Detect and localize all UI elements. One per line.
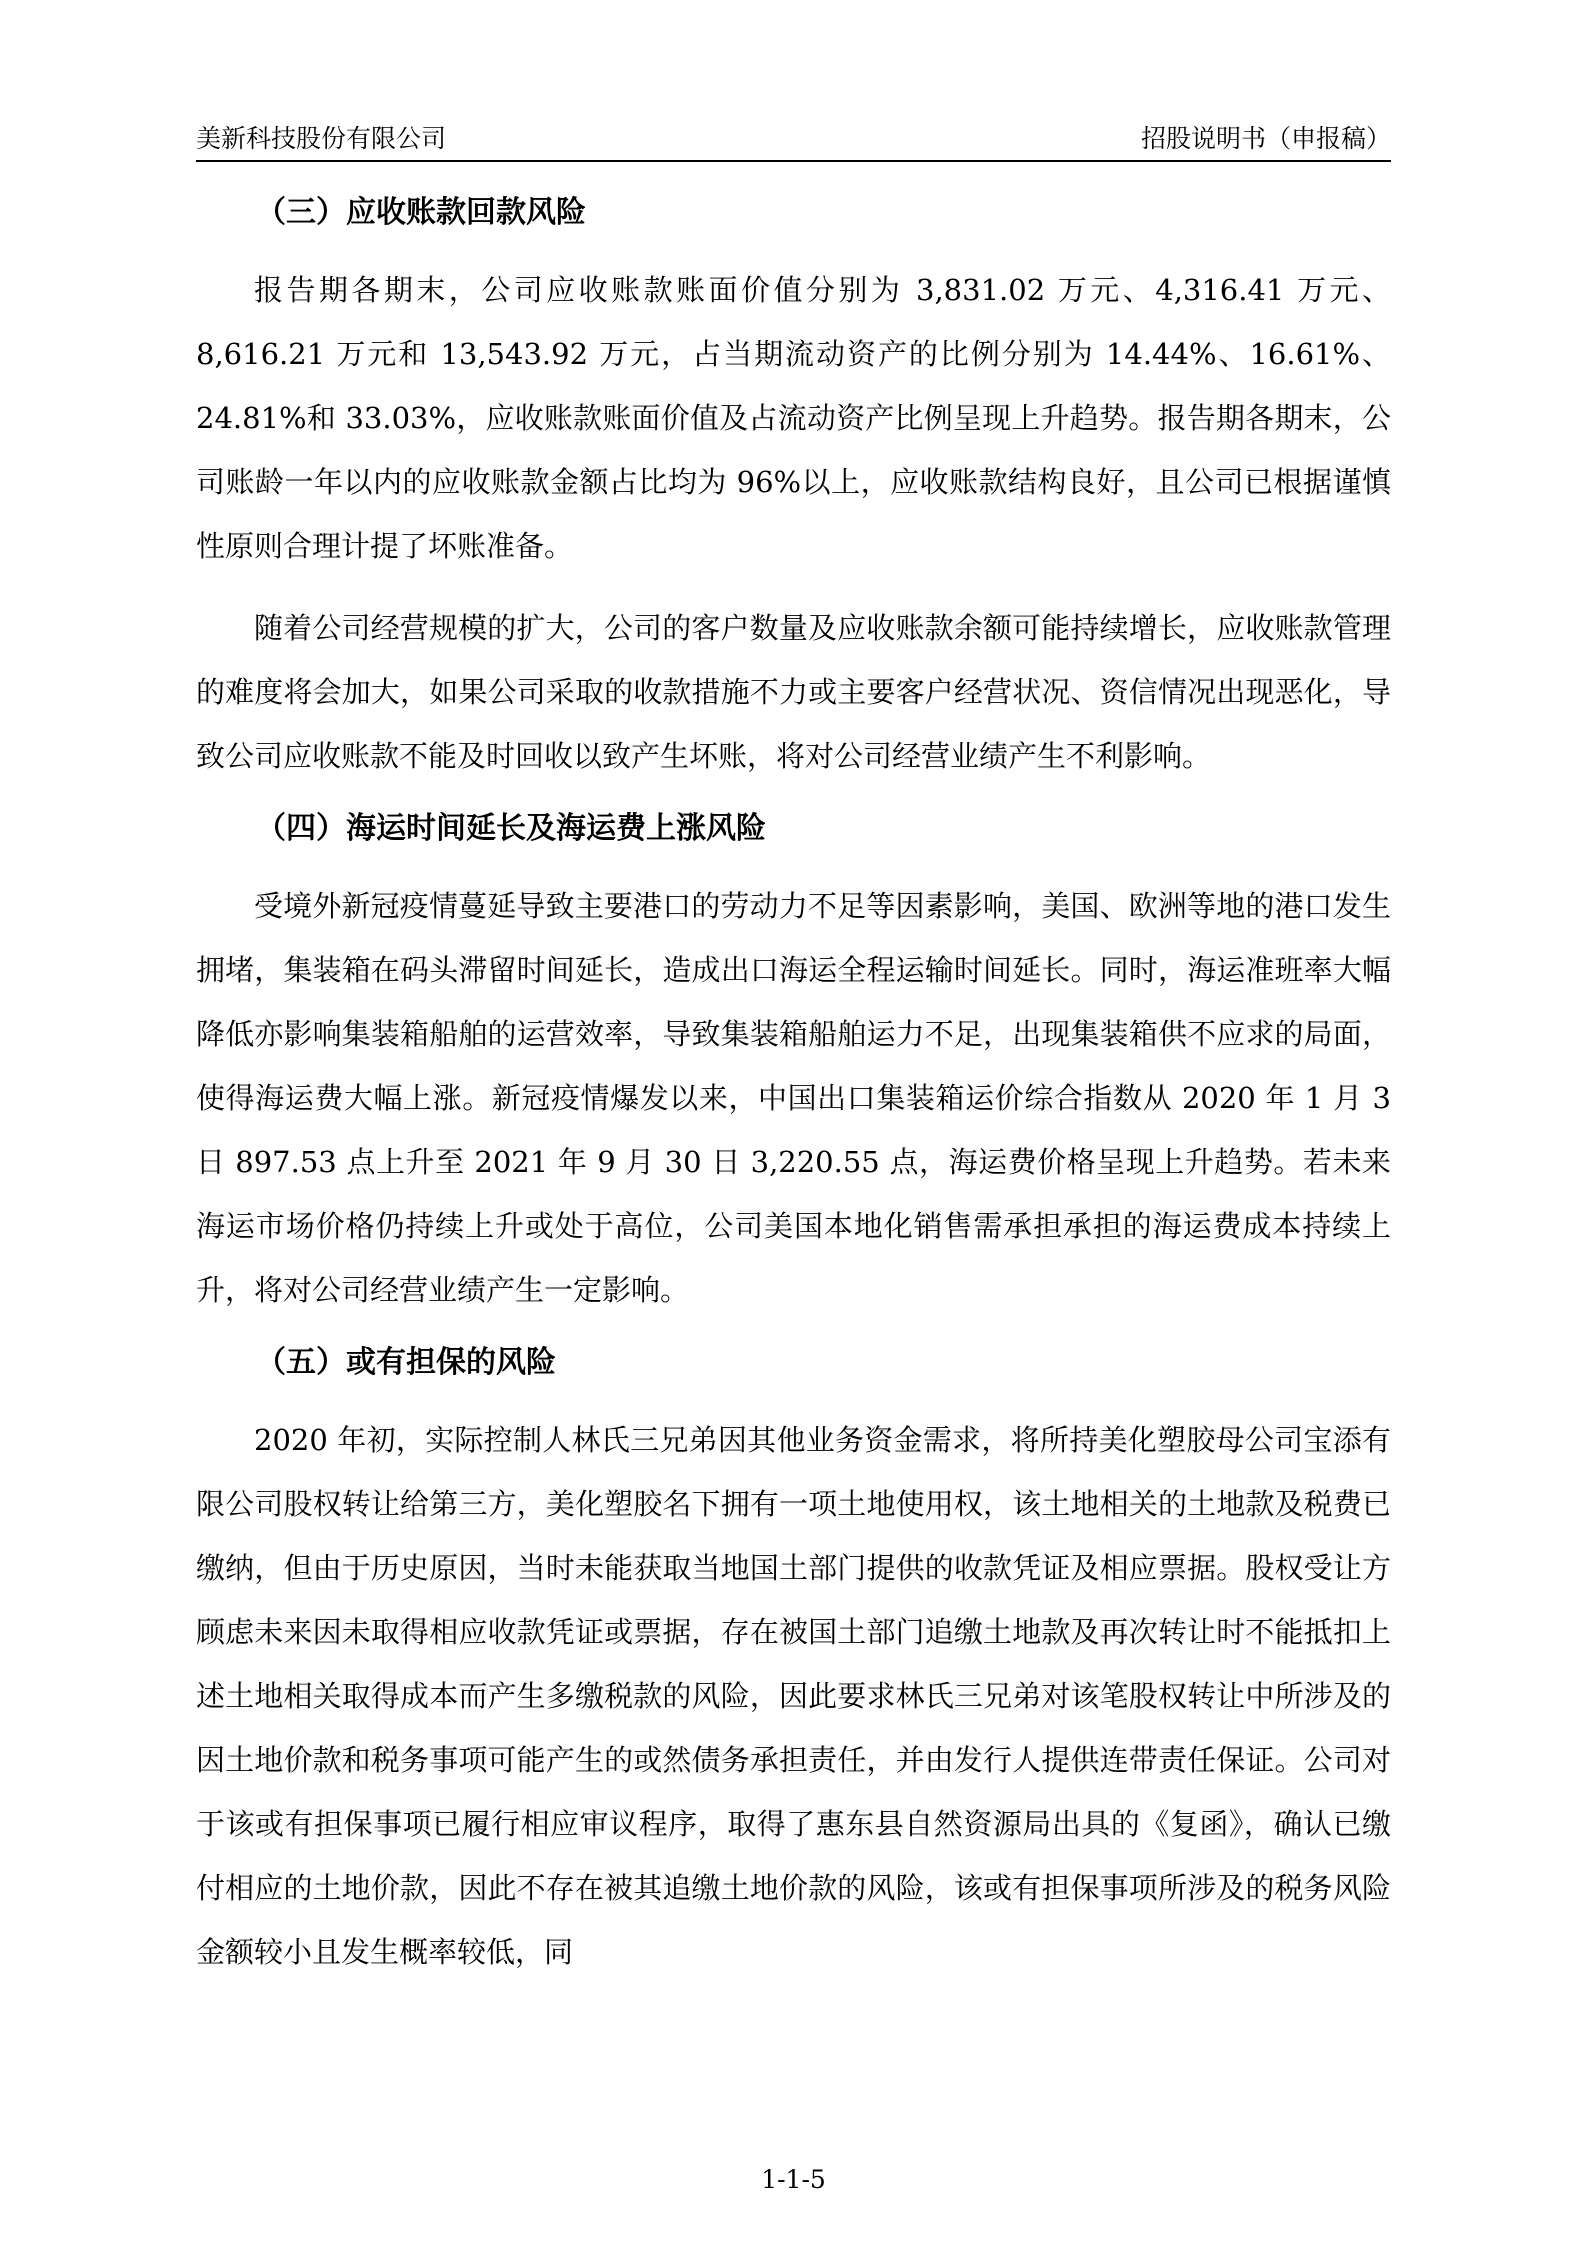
paragraph: 受境外新冠疫情蔓延导致主要港口的劳动力不足等因素影响，美国、欧洲等地的港口发生拥堵，集装箱在码头滞留时间延长，造成出口海运全程运输时间延长。同时，海运准班率大幅降低亦影响集装箱船舶的运营效率，导致集装箱船舶运力不足，出现集装箱供不应求的局面，使得海运费大幅上涨。新冠疫情爆发以来，中国出口集装箱运价综合指数从 2020 年 1 月 3 日 897.53 点上升至 2021 年 9 月 30 日 3,220.55 点，海运费价格呈现上升趋势。若未来海运市场价格仍持续上升或处于高位，公司美国本地化销售需承担承担的海运费成本持续上升，将对公司经营业绩产生一定影响。 <box>196 889 1391 1307</box>
section-contingent-guarantee-risk <box>196 1340 1391 1984</box>
page-header <box>196 110 1391 162</box>
header-company-name: 美新科技股份有限公司 <box>196 124 447 153</box>
section-receivables-risk <box>196 190 1391 788</box>
paragraph: 报告期各期末，公司应收账款账面价值分别为 3,831.02 万元、4,316.41 万元、8,616.21 万元和 13,543.92 万元，占当期流动资产的比例分别为 14.44%、16.61%、24.81%和 33.03%，应收账款账面价值及占流动资产比例呈现上升趋势。报告期各期末，公司账龄一年以内的应收账款金额占比均为 96%以上，应收账款结构良好，且公司已根据谨慎性原则合理计提了坏账准备。 <box>196 273 1391 563</box>
section-heading: （三）应收账款回款风险 <box>256 195 586 230</box>
section-heading: （五）或有担保的风险 <box>256 1345 556 1380</box>
main-content <box>196 190 1391 2002</box>
header-document-title: 招股说明书（申报稿） <box>1140 124 1391 153</box>
section-heading: （四）海运时间延长及海运费上涨风险 <box>256 811 766 846</box>
page-number: 1-1-5 <box>761 2165 826 2194</box>
paragraph: 2020 年初，实际控制人林氏三兄弟因其他业务资金需求，将所持美化塑胶母公司宝添有限公司股权转让给第三方，美化塑胶名下拥有一项土地使用权，该土地相关的土地款及税费已缴纳，但由于历史原因，当时未能获取当地国土部门提供的收款凭证及相应票据。股权受让方顾虑未来因未取得相应收款凭证或票据，存在被国土部门追缴土地款及再次转让时不能抵扣上述土地相关取得成本而产生多缴税款的风险，因此要求林氏三兄弟对该笔股权转让中所涉及的因土地价款和税务事项可能产生的或然债务承担责任，并由发行人提供连带责任保证。公司对于该或有担保事项已履行相应审议程序，取得了惠东县自然资源局出具的《复函》，确认已缴付相应的土地价款，因此不存在被其追缴土地价款的风险，该或有担保事项所涉及的税务风险金额较小且发生概率较低，同 <box>196 1423 1391 1969</box>
paragraph: 随着公司经营规模的扩大，公司的客户数量及应收账款余额可能持续增长，应收账款管理的难度将会加大，如果公司采取的收款措施不力或主要客户经营状况、资信情况出现恶化，导致公司应收账款不能及时回收以致产生坏账，将对公司经营业绩产生不利影响。 <box>196 611 1391 773</box>
section-shipping-risk <box>196 806 1391 1322</box>
